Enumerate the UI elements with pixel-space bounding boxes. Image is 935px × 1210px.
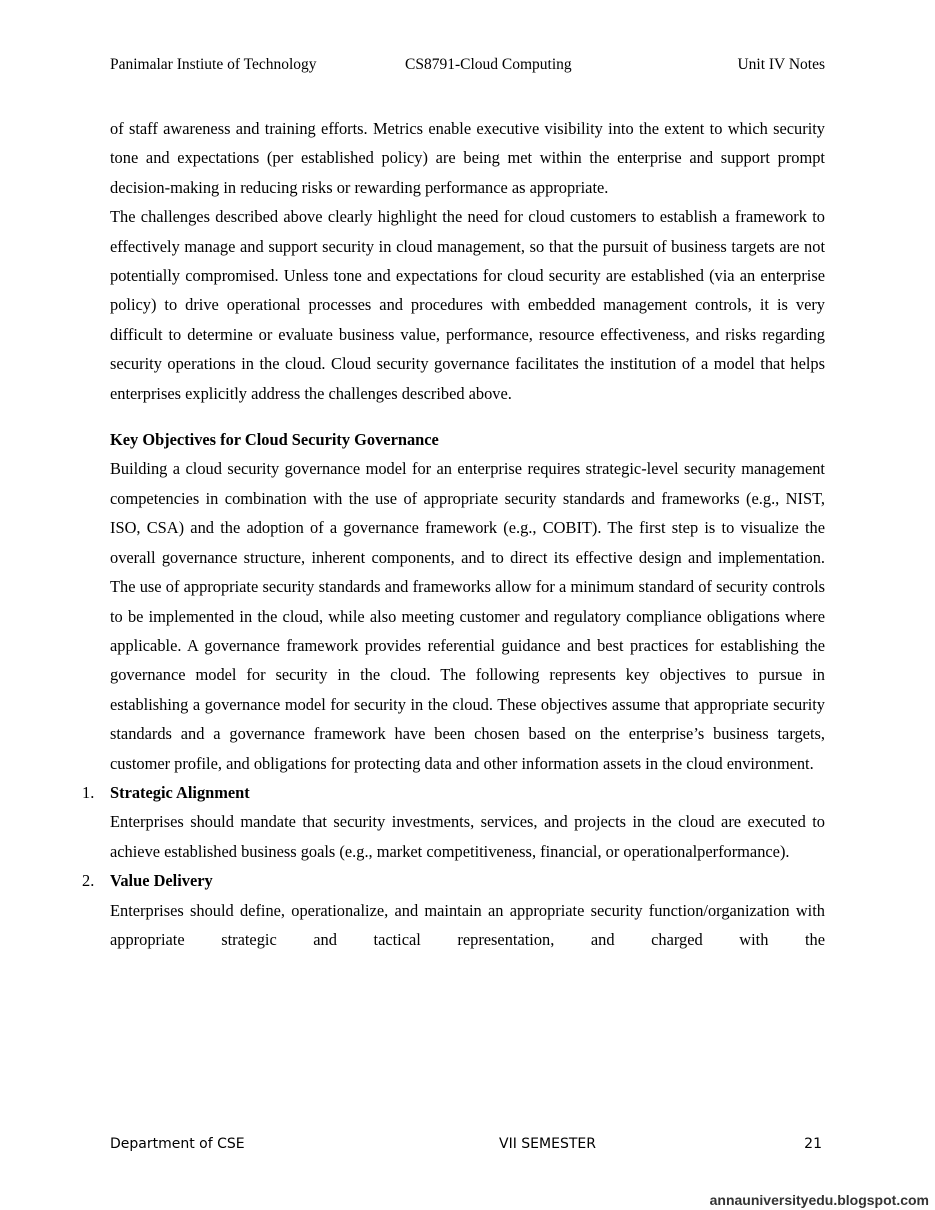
paragraph-metrics: of staff awareness and training efforts. Metrics enable executive visibility into the extent to which security tone and expectations (per established policy) are being met within the enterprise and support prompt decision-making in reducing risks or rewarding performance as appropriate. bbox=[110, 119, 825, 197]
page-footer bbox=[110, 1136, 822, 1156]
page-body bbox=[82, 114, 825, 954]
footer-department: Department of CSE bbox=[110, 1136, 245, 1152]
watermark-link: annauniversityedu.blogspot.com bbox=[709, 1192, 929, 1208]
page-header bbox=[110, 56, 825, 76]
list-item-text: Enterprises should define, operationalize, and maintain an appropriate security function/organization with appropriate strategic and tactical representation, and charged with the bbox=[110, 900, 825, 949]
list-item-number: 1. bbox=[82, 782, 95, 802]
page-number: 21 bbox=[804, 1136, 822, 1152]
list-item-strategic-alignment bbox=[82, 778, 825, 866]
footer-semester: VII SEMESTER bbox=[499, 1136, 596, 1152]
list-item-value-delivery bbox=[82, 866, 825, 954]
paragraph-governance-model: Building a cloud security governance model for an enterprise requires strategic-level security management competencies in combination with the use of appropriate security standards and frameworks (e.g., NIST, ISO, CSA) and the adoption of a governance framework (e.g., COBIT). The first step is to visualize the overall governance structure, inherent components, and to direct its effective design and implementation. The use of appropriate security standards and frameworks allow for a minimum standard of security controls to be implemented in the cloud, while also meeting customer and regulatory compliance obligations where applicable. A governance framework provides referential guidance and best practices for establishing the governance model for security in the cloud. The following represents key objectives to pursue in establishing a governance model for security in the cloud. These objectives assume that appropriate security standards and a governance framework have been chosen based on the enterprise’s business targets, customer profile, and obligations for protecting data and other information assets in the cloud environment. bbox=[110, 459, 825, 773]
header-unit: Unit IV Notes bbox=[737, 56, 825, 73]
list-item-number: 2. bbox=[82, 871, 95, 891]
list-item-title: Value Delivery bbox=[110, 871, 213, 891]
section-heading: Key Objectives for Cloud Security Governance bbox=[110, 430, 439, 450]
list-item-title: Strategic Alignment bbox=[110, 782, 250, 802]
list-item-text: Enterprises should mandate that security investments, services, and projects in the cloud are executed to achieve established business goals (e.g., market competitiveness, financial, or operationalperformance). bbox=[110, 812, 825, 861]
paragraph-challenges: The challenges described above clearly highlight the need for cloud customers to establish a framework to effectively manage and support security in cloud management, so that the pursuit of business targets are not potentially compromised. Unless tone and expectations for cloud security are established (via an enterprise policy) to drive operational processes and procedures with embedded management controls, it is very difficult to determine or evaluate business value, performance, resource effectiveness, and risks regarding security operations in the cloud. Cloud security governance facilitates the institution of a model that helps enterprises explicitly address the challenges described above. bbox=[110, 207, 825, 403]
header-course: CS8791-Cloud Computing bbox=[405, 56, 572, 73]
header-institute: Panimalar Instiute of Technology bbox=[110, 56, 317, 73]
